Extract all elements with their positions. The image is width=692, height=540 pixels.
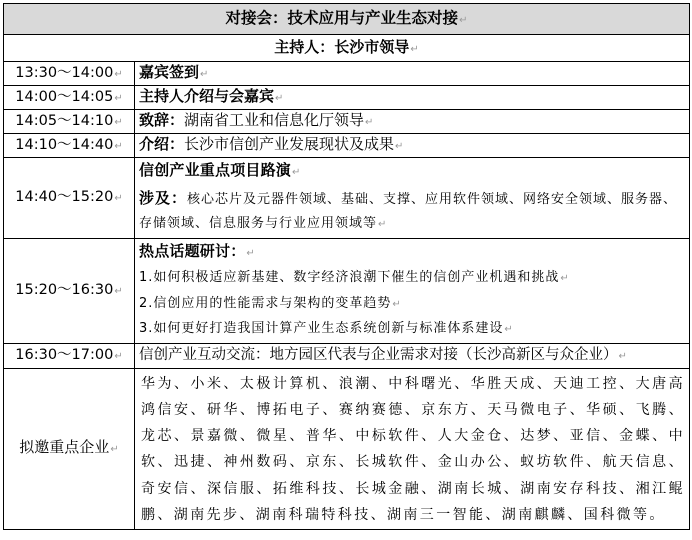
- discussion-heading: [139, 239, 685, 267]
- paragraph-mark: ↵: [200, 69, 209, 80]
- agenda-title: 对接会：技术应用与产业生态对接: [225, 8, 459, 27]
- scope-text: 核心芯片及元器件领域、基础、支撑、应用软件领域、网络安全领域、服务器、存储领域、信息服务与行业应用领域等: [139, 191, 678, 231]
- item-text: 湖南省工业和信息化厅领导: [184, 111, 365, 129]
- paragraph-mark: ↵: [392, 298, 402, 310]
- agenda-row-discussion: [4, 238, 690, 343]
- roadshow-heading: [139, 158, 685, 186]
- paragraph-mark: ↵: [114, 285, 123, 297]
- host-cell: [4, 35, 690, 62]
- item-label: 主持人介绍与会嘉宾: [139, 87, 275, 105]
- paragraph-mark: ↵: [365, 117, 374, 128]
- agenda-row-intro-guests: [4, 86, 690, 110]
- agenda-table: [3, 3, 690, 530]
- discussion-item-text: 1.如何积极适应新基建、数字经济浪潮下催生的信创产业机遇和挑战: [139, 270, 560, 285]
- scope-label: 涉及：: [139, 188, 188, 207]
- time-text: 16:30～17:00: [15, 346, 114, 363]
- content-cell: [135, 238, 690, 343]
- time-cell: [4, 158, 135, 239]
- paragraph-mark: ↵: [395, 141, 404, 152]
- content-cell: [135, 86, 690, 110]
- title-row: [4, 4, 690, 35]
- paragraph-mark: ↵: [110, 444, 119, 456]
- paragraph-mark: ↵: [114, 192, 123, 204]
- agenda-row-speech: [4, 110, 690, 134]
- host-text: 主持人：长沙市领导: [274, 37, 410, 56]
- time-text: 13:30～14:00: [15, 64, 114, 81]
- time-text: 14:00～14:05: [15, 88, 114, 105]
- time-cell: [4, 110, 135, 134]
- agenda-row-signin: [4, 62, 690, 86]
- discussion-item: [139, 266, 685, 292]
- paragraph-mark: ↵: [618, 350, 627, 362]
- roadshow-heading-text: 信创产业重点项目路演: [139, 161, 292, 179]
- paragraph-mark: ↵: [114, 92, 123, 104]
- paragraph-mark: ↵: [114, 350, 123, 362]
- paragraph-mark: ↵: [114, 140, 123, 152]
- discussion-item: [139, 317, 685, 343]
- paragraph-mark: ↵: [246, 247, 255, 259]
- companies-list-cell: [135, 368, 690, 530]
- discussion-heading-text: 热点话题研讨：: [139, 241, 246, 260]
- time-cell: [4, 238, 135, 343]
- paragraph-mark: ↵: [459, 14, 468, 26]
- item-label: 嘉宾签到: [139, 63, 200, 81]
- agenda-row-exchange: [4, 343, 690, 368]
- time-cell: [4, 343, 135, 368]
- item-label: 致辞：: [139, 111, 185, 129]
- paragraph-mark: ↵: [504, 324, 514, 335]
- companies-list: 华为、小米、太极计算机、浪潮、中科曙光、华胜天成、天迪工控、大唐高鸿信安、研华、博拓电子、赛纳赛德、京东方、天马微电子、华硕、飞腾、龙芯、景嘉微、微星、普华、中标软件、人大金仓、达梦、亚信、金蝶、中软、迅捷、神州数码、京东、长城软件、金山办公、蚁坊软件、航天信息、奇安信、深信服、拓维科技、长城金融、湖南长城、湖南安存科技、湘江鲲鹏、湖南先步、湖南科瑞特科技、湖南三一智能、湖南麒麟、国科微等。: [141, 375, 685, 523]
- content-cell: [135, 134, 690, 158]
- content-cell: [135, 110, 690, 134]
- companies-label-cell: [4, 368, 135, 530]
- host-row: [4, 35, 690, 62]
- item-text: 长沙市信创产业发展现状及成果: [184, 135, 395, 153]
- content-cell: [135, 158, 690, 239]
- paragraph-mark: ↵: [114, 116, 123, 128]
- agenda-row-introduction: [4, 134, 690, 158]
- companies-row: [4, 368, 690, 530]
- time-text: 15:20～16:30: [15, 281, 114, 298]
- paragraph-mark: ↵: [560, 273, 570, 284]
- paragraph-mark: ↵: [275, 93, 284, 104]
- time-cell: [4, 86, 135, 110]
- time-text: 14:10～14:40: [15, 136, 114, 153]
- paragraph-mark: ↵: [114, 68, 123, 80]
- item-label: 介绍：: [139, 135, 185, 153]
- discussion-item-text: 3.如何更好打造我国计算产业生态系统创新与标准体系建设: [139, 321, 504, 336]
- time-text: 14:05～14:10: [15, 112, 114, 129]
- paragraph-mark: ↵: [410, 43, 419, 55]
- agenda-row-roadshow: [4, 158, 690, 239]
- discussion-item: [139, 292, 685, 318]
- content-cell: [135, 62, 690, 86]
- content-cell: [135, 343, 690, 368]
- time-cell: [4, 62, 135, 86]
- discussion-item-text: 2.信创应用的性能需求与架构的变革趋势: [139, 295, 392, 311]
- paragraph-mark: ↵: [378, 219, 388, 230]
- time-text: 14:40～15:20: [15, 188, 114, 205]
- item-text: 信创产业互动交流：地方园区代表与企业需求对接（长沙高新区与众企业）: [139, 346, 618, 363]
- roadshow-scope: [139, 186, 685, 238]
- paragraph-mark: ↵: [292, 167, 301, 178]
- time-cell: [4, 134, 135, 158]
- companies-label: 拟邀重点企业: [19, 438, 110, 457]
- agenda-title-cell: [4, 4, 690, 35]
